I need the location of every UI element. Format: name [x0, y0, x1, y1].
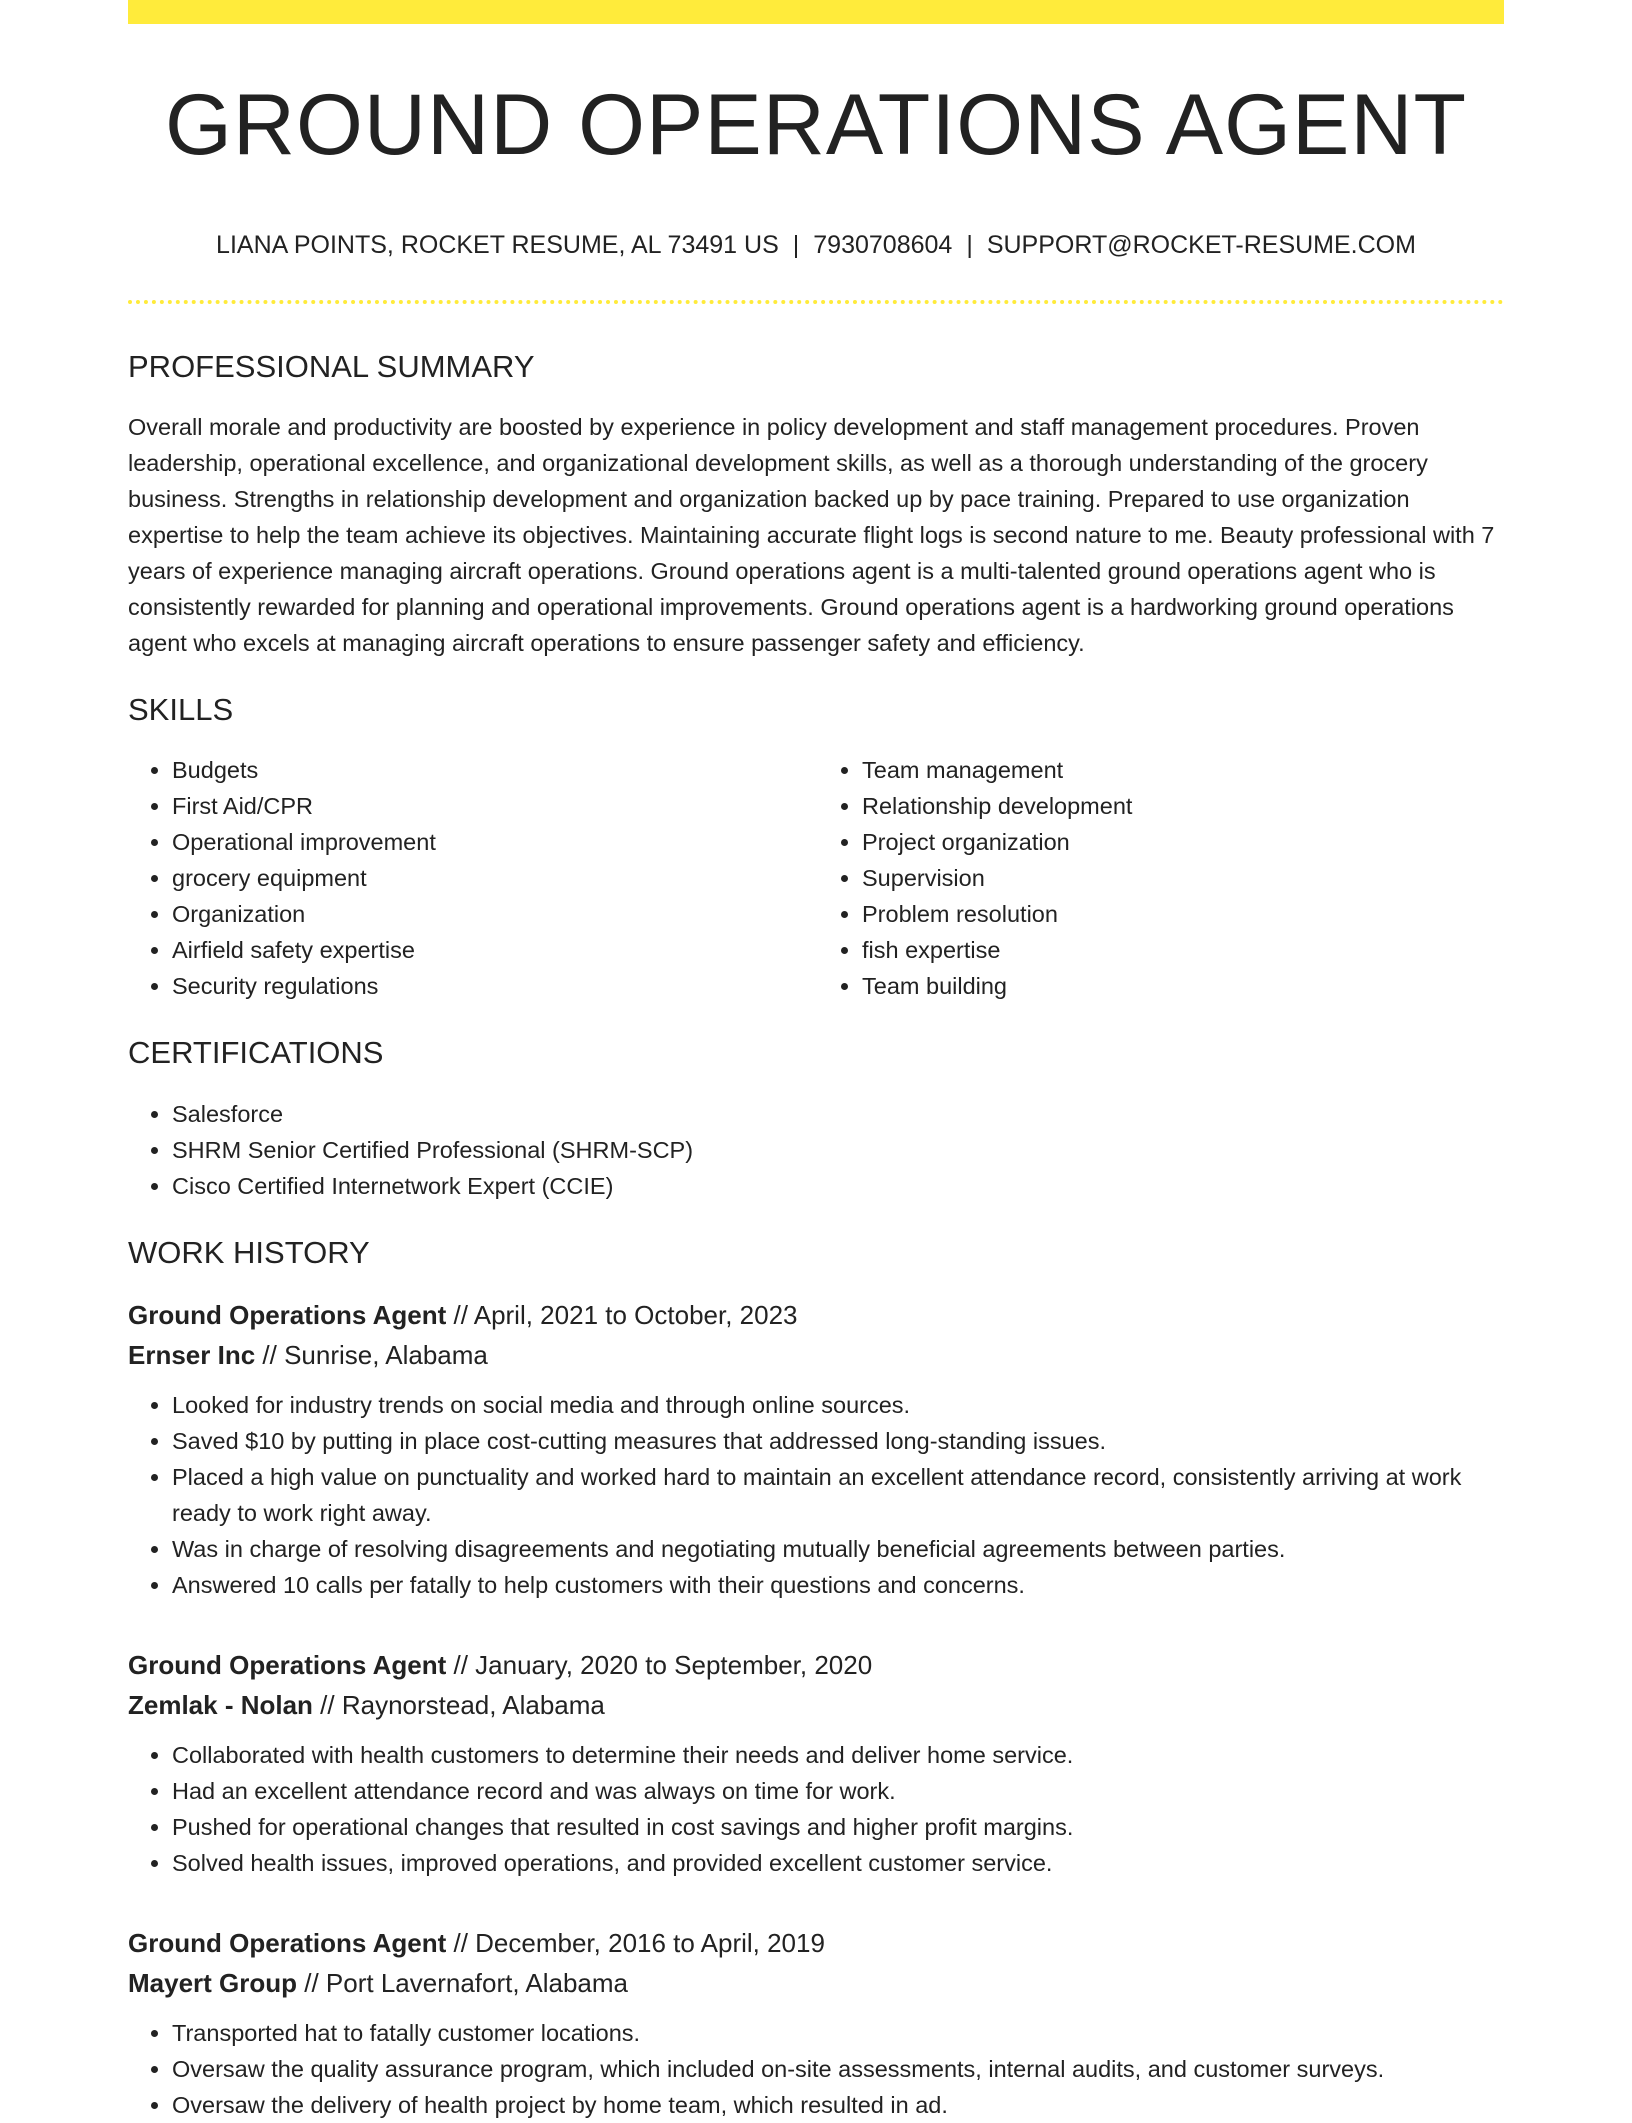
job-title-line	[128, 1923, 1504, 1963]
skill-item: • Security regulations	[172, 968, 816, 1004]
job-title: Ground Operations Agent	[128, 1927, 447, 1958]
skill-item: • Project organization	[862, 824, 1504, 860]
skill-item: • Supervision	[862, 860, 1504, 896]
skills-list-right	[816, 752, 1504, 1004]
job-bullet: • Placed a high value on punctuality and worked hard to maintain an excellent attendance record, consistently arriving at work ready to work right away.	[172, 1459, 1504, 1531]
job-bullet: • Transported hat to fatally customer locations.	[172, 2015, 1504, 2051]
certification-item: • Salesforce	[172, 1096, 1504, 1132]
job-company: Ernser Inc	[128, 1339, 256, 1370]
job-company: Mayert Group	[128, 1967, 298, 1998]
skill-item: • Organization	[172, 896, 816, 932]
skill-item: • First Aid/CPR	[172, 788, 816, 824]
contact-separator: |	[966, 231, 973, 259]
job-title: Ground Operations Agent	[128, 1299, 447, 1330]
skills-column-left	[128, 752, 816, 1004]
summary-heading: PROFESSIONAL SUMMARY	[128, 349, 535, 384]
contact-email: SUPPORT@ROCKET-RESUME.COM	[986, 231, 1416, 259]
certifications-list	[128, 1096, 1504, 1204]
job-title-line	[128, 1645, 1504, 1685]
summary-text: Overall morale and productivity are boosted by experience in policy development and staff management procedures. Proven leadership, operational excellence, and organizational development skills, as well as a thorough understanding of the grocery business. Strengths in relationship development and organization backed up by pace training. Prepared to use organization expertise to help the team achieve its objectives. Maintaining accurate flight logs is second nature to me. Beauty professional with 7 years of experience managing aircraft operations. Ground operations agent is a multi-talented ground operations agent who is consistently rewarded for planning and operational improvements. Ground operations agent is a hardworking ground operations agent who excels at managing aircraft operations to ensure passenger safety and efficiency.	[128, 414, 1495, 657]
contact-address: LIANA POINTS, ROCKET RESUME, AL 73491 US	[216, 231, 779, 259]
skill-item: • Team management	[862, 752, 1504, 788]
skill-item: • Budgets	[172, 752, 816, 788]
job-bullet: • Collaborated with health customers to determine their needs and deliver home service.	[172, 1737, 1504, 1773]
resume-title: GROUND OPERATIONS AGENT	[165, 77, 1467, 173]
job-entry	[128, 1295, 1504, 1603]
job-bullet: • Was in charge of resolving disagreements and negotiating mutually beneficial agreements between parties.	[172, 1531, 1504, 1567]
skill-item: • fish expertise	[862, 932, 1504, 968]
skill-item: • Operational improvement	[172, 824, 816, 860]
skills-grid	[128, 752, 1504, 1004]
job-company-line	[128, 1963, 1504, 2003]
job-bullet: • Had an excellent attendance record and was always on time for work.	[172, 1773, 1504, 1809]
job-bullets	[128, 1387, 1504, 1603]
job-bullets	[128, 2015, 1504, 2123]
contact-line	[128, 230, 1504, 260]
job-bullet: • Saved $10 by putting in place cost-cutting measures that addressed long-standing issues.	[172, 1423, 1504, 1459]
contact-phone: 7930708604	[813, 231, 953, 259]
job-dates: // April, 2021 to October, 2023	[446, 1299, 798, 1330]
certification-item: • SHRM Senior Certified Professional (SHRM-SCP)	[172, 1132, 1504, 1168]
skills-column-right	[816, 752, 1504, 1004]
job-dates: // December, 2016 to April, 2019	[446, 1927, 825, 1958]
skill-item: • Airfield safety expertise	[172, 932, 816, 968]
job-company-line	[128, 1335, 1504, 1375]
skills-list-left	[128, 752, 816, 1004]
job-location: // Raynorstead, Alabama	[312, 1689, 605, 1720]
job-entry	[128, 1923, 1504, 2123]
job-title: Ground Operations Agent	[128, 1649, 447, 1680]
job-bullets	[128, 1737, 1504, 1881]
certifications-heading: CERTIFICATIONS	[128, 1035, 384, 1071]
job-bullet: • Looked for industry trends on social media and through online sources.	[172, 1387, 1504, 1423]
job-location: // Sunrise, Alabama	[255, 1339, 488, 1370]
top-accent-bar	[128, 0, 1504, 24]
job-dates: // January, 2020 to September, 2020	[446, 1649, 873, 1680]
job-company-line	[128, 1685, 1504, 1725]
skill-item: • Problem resolution	[862, 896, 1504, 932]
resume-page	[128, 0, 1504, 2123]
job-company: Zemlak - Nolan	[128, 1689, 313, 1720]
skills-heading: SKILLS	[128, 692, 234, 728]
job-location: // Port Lavernafort, Alabama	[297, 1967, 628, 1998]
skill-item: • Relationship development	[862, 788, 1504, 824]
job-title-line	[128, 1295, 1504, 1335]
job-bullet: • Oversaw the quality assurance program, which included on-site assessments, internal audits, and customer surveys.	[172, 2051, 1504, 2087]
job-bullet: • Solved health issues, improved operations, and provided excellent customer service.	[172, 1845, 1504, 1881]
skill-item: • Team building	[862, 968, 1504, 1004]
job-bullet: • Oversaw the delivery of health project by home team, which resulted in ad.	[172, 2087, 1504, 2123]
skill-item: • grocery equipment	[172, 860, 816, 896]
certification-item: • Cisco Certified Internetwork Expert (CCIE)	[172, 1168, 1504, 1204]
job-bullet: • Pushed for operational changes that resulted in cost savings and higher profit margins.	[172, 1809, 1504, 1845]
header-divider	[128, 300, 1504, 304]
job-bullet: • Answered 10 calls per fatally to help customers with their questions and concerns.	[172, 1567, 1504, 1603]
work-history-heading: WORK HISTORY	[128, 1234, 370, 1270]
contact-separator: |	[792, 231, 800, 259]
job-entry	[128, 1645, 1504, 1881]
